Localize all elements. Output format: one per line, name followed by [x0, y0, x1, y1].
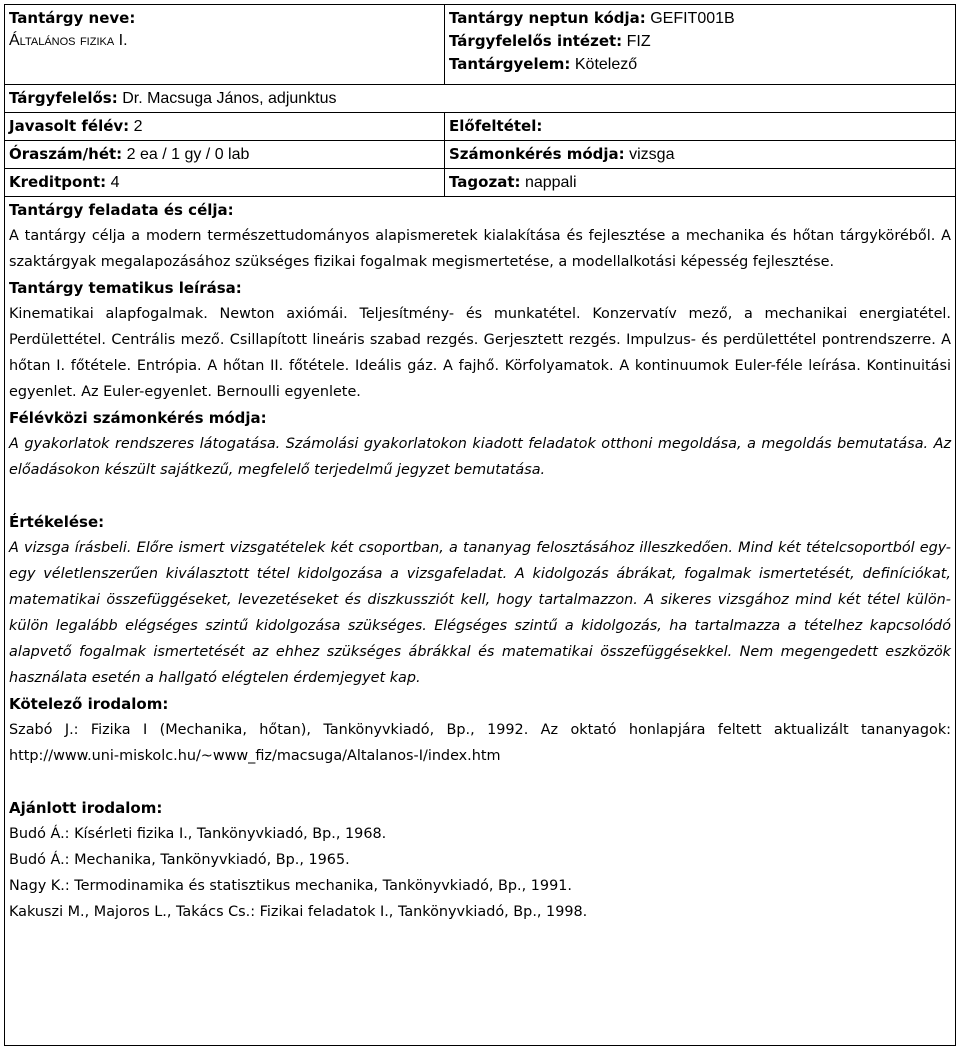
required-literature-title: Kötelező irodalom: [9, 695, 169, 713]
credit-row [5, 169, 955, 197]
responsible-cell [5, 85, 955, 112]
credit-value: 4 [110, 174, 120, 191]
hours-row [5, 141, 955, 169]
course-datasheet [4, 4, 956, 1046]
recommended-literature-title: Ajánlott irodalom: [9, 799, 163, 817]
element-value: Kötelező [574, 56, 638, 73]
topics-title: Tantárgy tematikus leírása: [9, 279, 242, 297]
topics-text: Kinematikai alapfogalmak. Newton axiómái. Teljesítmény- és munkatétel. Konzervatív mező, a mechanikai energiatétel. Perdülettétel. Centrális mező. Csillapított lineáris szabad rezgés. Gerjesztett rezgés. Impulzus- és perdülettétel pontrendszerre. A hőtan I. főtétele. Entrópia. A hőtan II. főtétele. Ideális gáz. A fajhő. Körfolyamatok. A kontinuumok Euler-féle leírása. Kontinuitási egyenlet. Az Euler-egyenlet. Bernoulli egyenlete. [9, 306, 951, 400]
required-literature-text: Szabó J.: Fizika I (Mechanika, hőtan), Tankönyvkiadó, Bp., 1992. Az oktató honlapjára feltett aktualizált tananyagok: http://www.uni-miskolc.hu/~www_fiz/macsuga/Altalanos-I/index.htm [9, 722, 951, 764]
evaluation-text: A vizsga írásbeli. Előre ismert vizsgatételek két csoportban, a tananyag felosztásához illeszkedően. Mind két tételcsoportból egy-egy véletlenszerűen kiválasztott tétel kidolgozása a vizsgafeladat. A kidolgozás ábrákat, fogalmak ismertetését, definíciókat, matematikai összefüggéseket, levezetéseket és diszkussziót kell, hogy tartalmazzon. A sikeres vizsgához mind két tétel külön-külön legalább elégséges szintű kidolgozása szükséges. Elégséges szintű a kidolgozás, ha tartalmazza a tételhez kapcsolódó alapvető fogalmak ismertetését az ehhez szükséges ábrákkal és matematikai összefüggésekkel. Nem megengedett eszközök használata esetén a hallgató elégtelen érdemjegyet kap. [9, 540, 951, 686]
hours-value: 2 ea / 1 gy / 0 lab [126, 146, 250, 163]
course-body [5, 197, 955, 927]
credit-label: Kreditpont: [9, 173, 107, 191]
prerequisite-label: Előfeltétel: [449, 117, 543, 135]
neptun-code-value: GEFIT001B [650, 10, 735, 27]
header-row [5, 5, 955, 85]
semester-value: 2 [133, 118, 143, 135]
section-value: nappali [524, 174, 577, 191]
midterm-title: Félévközi számonkérés módja: [9, 409, 267, 427]
exam-type-value: vizsga [629, 146, 675, 163]
section-cell [445, 169, 955, 196]
subject-name-value: Általános fizika I. [9, 32, 128, 49]
exam-type-label: Számonkérés módja: [449, 145, 625, 163]
responsible-label: Tárgyfelelős: [9, 89, 118, 107]
recommended-literature-item: Budó Á.: Kísérleti fizika I., Tankönyvkiadó, Bp., 1968. [9, 826, 387, 842]
midterm-text: A gyakorlatok rendszeres látogatása. Számolási gyakorlatokon kiadott feladatok otthoni megoldása, a megoldás bemutatása. Az előadásokon készült sajátkezű, megfelelő terjedelmű jegyzet bemutatása. [9, 436, 951, 478]
evaluation-title: Értékelése: [9, 513, 105, 531]
section-label: Tagozat: [449, 173, 521, 191]
recommended-literature-item: Kakuszi M., Majoros L., Takács Cs.: Fizikai feladatok I., Tankönyvkiadó, Bp., 1998. [9, 904, 588, 920]
semester-row [5, 113, 955, 141]
semester-label: Javasolt félév: [9, 117, 130, 135]
exam-type-cell [445, 141, 955, 168]
credit-cell [5, 169, 445, 196]
recommended-literature-item: Nagy K.: Termodinamika és statisztikus mechanika, Tankönyvkiadó, Bp., 1991. [9, 878, 572, 894]
institute-value: FIZ [626, 33, 651, 50]
body-row [5, 197, 955, 927]
subject-name-cell [5, 5, 445, 84]
responsible-value: Dr. Macsuga János, adjunktus [122, 90, 337, 107]
spacer [9, 769, 951, 795]
recommended-literature-item: Budó Á.: Mechanika, Tankönyvkiadó, Bp., 1965. [9, 852, 350, 868]
semester-cell [5, 113, 445, 140]
institute-label: Tárgyfelelős intézet: [449, 32, 623, 50]
goal-title: Tantárgy feladata és célja: [9, 201, 234, 219]
spacer [9, 483, 951, 509]
subject-codes-cell [445, 5, 955, 84]
element-label: Tantárgyelem: [449, 55, 571, 73]
goal-text: A tantárgy célja a modern természettudományos alapismeretek kialakítása és fejlesztése a mechanika és hőtan tárgyköréből. A szaktárgyak megalapozásához szükséges fizikai fogalmak megismertetése, a modellalkotási képesség fejlesztése. [9, 228, 951, 270]
neptun-code-label: Tantárgy neptun kódja: [449, 9, 646, 27]
subject-name-label: Tantárgy neve: [9, 9, 136, 27]
responsible-row [5, 85, 955, 113]
hours-label: Óraszám/hét: [9, 145, 123, 163]
hours-cell [5, 141, 445, 168]
prerequisite-cell [445, 113, 955, 140]
